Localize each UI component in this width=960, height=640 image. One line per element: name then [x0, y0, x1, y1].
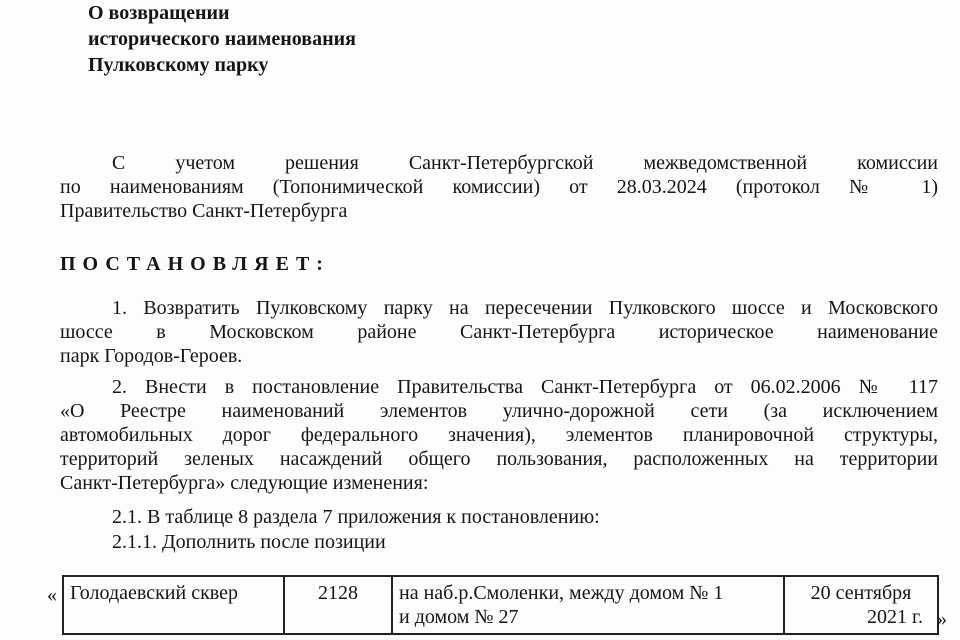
- cell-code: [284, 576, 392, 634]
- preamble-line-2: по наименованиям (Топонимической комиссии) от 28.03.2024 (протокол № 1): [60, 176, 938, 198]
- resolves-heading: ПОСТАНОВЛЯЕТ:: [60, 253, 330, 275]
- cell-date-line-2: 2021 г.: [867, 606, 923, 628]
- item-1: [60, 296, 938, 368]
- quote-open: «: [47, 584, 57, 606]
- preamble: [60, 151, 938, 223]
- cell-name: [63, 576, 284, 634]
- item-1-line-2: шоссе в Московском районе Санкт-Петербурга историческое наименование: [60, 321, 938, 343]
- item-2-line-5: Санкт-Петербурга» следующие изменения:: [60, 472, 429, 494]
- preamble-line-1: С учетом решения Санкт-Петербургской межведомственной комиссии: [112, 152, 938, 174]
- position-table: [62, 575, 939, 635]
- item-2-line-1: 2. Внести в постановление Правительства Санкт-Петербурга от 06.02.2006 № 117: [112, 376, 938, 398]
- item-2-line-2: «О Реестре наименований элементов улично-дорожной сети (за исключением: [60, 400, 938, 422]
- preamble-line-3: Правительство Санкт-Петербурга: [60, 200, 348, 222]
- item-2: [60, 375, 938, 495]
- cell-date: [784, 576, 938, 634]
- item-2-1-1: [60, 530, 960, 554]
- quote-close: »: [937, 608, 947, 630]
- cell-date-line-1: 20 сентября: [810, 582, 912, 604]
- cell-location: [392, 576, 784, 634]
- title-line-2: исторического наименования: [88, 28, 356, 50]
- item-2-1-1-text: 2.1.1. Дополнить после позиции: [112, 531, 386, 553]
- item-2-line-3: автомобильных дорог федерального значения), элементов планировочной структуры,: [60, 424, 938, 446]
- item-2-1: [60, 505, 960, 529]
- item-2-line-4: территорий зеленых насаждений общего пользования, расположенных на территории: [60, 448, 938, 470]
- cell-location-line-1: на наб.р.Смоленки, между домом № 1: [399, 582, 724, 604]
- item-1-line-1: 1. Возвратить Пулковскому парку на пересечении Пулковского шоссе и Московского: [112, 297, 938, 319]
- cell-name-text: Голодаевский сквер: [70, 582, 238, 604]
- item-1-line-3: парк Городов-Героев.: [60, 345, 243, 367]
- cell-location-line-2: и домом № 27: [399, 606, 519, 628]
- cell-code-text: 2128: [318, 582, 358, 604]
- title-line-3: Пулковскому парку: [88, 54, 269, 76]
- document-title: [88, 0, 356, 78]
- item-2-1-text: 2.1. В таблице 8 раздела 7 приложения к постановлению:: [112, 506, 600, 528]
- title-line-1: О возвращении: [88, 2, 230, 24]
- table-row: [63, 576, 938, 634]
